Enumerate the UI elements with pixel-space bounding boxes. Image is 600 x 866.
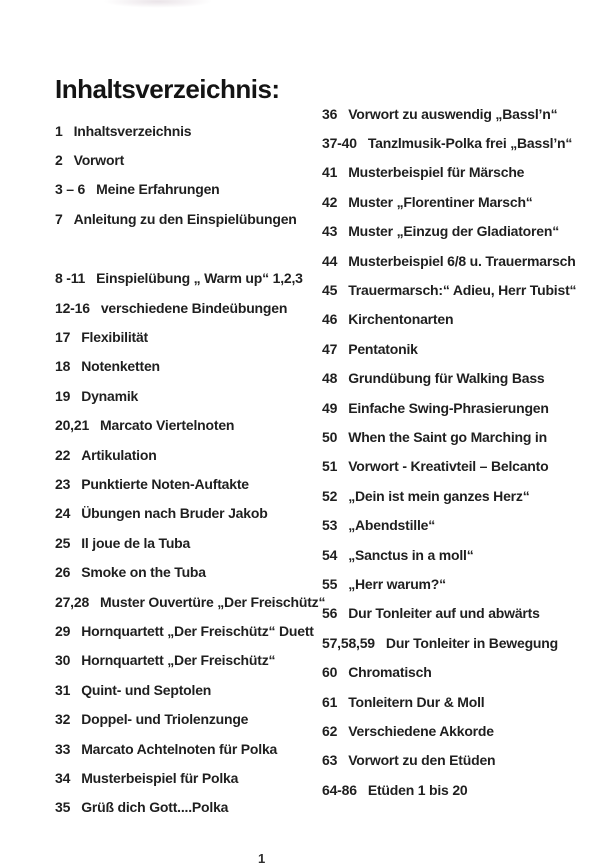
toc-entry-number: 52 [322,487,338,504]
toc-entry-label: Muster „Florentiner Marsch“ [348,193,533,210]
toc-entry [55,411,315,440]
toc-entry-label: Vorwort [73,152,125,169]
toc-entry-number: 41 [322,164,338,181]
toc-entry-number: 64-86 [322,781,357,798]
toc-entry [322,452,587,481]
toc-entry [322,217,587,246]
toc-entry-number: 24 [55,505,71,522]
toc-entry [322,775,587,804]
toc-entry-label: Einfache Swing-Phrasierungen [348,399,549,416]
toc-entry-label: Tonleitern Dur & Moll [348,693,485,710]
toc-entry-number: 26 [55,564,71,581]
toc-entry-label: Musterbeispiel für Polka [81,769,239,786]
toc-entry-label: Notenketten [81,358,160,375]
toc-entry-number: 49 [322,399,338,416]
toc-entry-number: 35 [55,799,71,816]
toc-entry-label: Einspielübung „ Warm up“ 1,2,3 [96,270,303,287]
toc-entry [322,305,587,334]
toc-entry-label: „Abendstille“ [348,517,436,534]
toc-entry-number: 37-40 [322,135,357,152]
toc-entry-number: 61 [322,693,338,710]
toc-entry-label: Il joue de la Tuba [81,534,191,551]
toc-entry-label: Grundübung für Walking Bass [348,370,545,387]
toc-entry-number: 32 [55,711,71,728]
toc-entry-label: Smoke on the Tuba [81,564,206,581]
toc-entry-label: Marcato Achtelnoten für Polka [81,740,278,757]
toc-entry-label: Hornquartett „Der Freischütz“ [81,652,276,669]
toc-entry-number: 48 [322,370,338,387]
toc-entry-number: 51 [322,458,338,475]
toc-entry [322,364,587,393]
toc-entry [55,734,315,763]
toc-entry-label: Doppel- und Triolenzunge [81,711,249,728]
toc-right-column [322,99,587,804]
toc-entry-label: Etüden 1 bis 20 [367,781,468,798]
toc-entry-label: Musterbeispiel 6/8 u. Trauermarsch [348,252,576,269]
toc-entry-number: 7 [55,210,63,227]
toc-entry-label: Marcato Viertelnoten [100,417,235,434]
toc-entry [55,704,315,733]
toc-entry-label: Grüß dich Gott....Polka [81,799,229,816]
toc-entry-number: 56 [322,605,338,622]
toc-entry-number: 19 [55,387,71,404]
toc-entry-number: 27,28 [55,593,90,610]
toc-left-column [55,74,326,822]
toc-entry-label: Musterbeispiel für Märsche [348,164,525,181]
toc-entry-label: Quint- und Septolen [81,681,212,698]
toc-entry [322,99,587,128]
toc-entry-number: 43 [322,223,338,240]
toc-entry-label: When the Saint go Marching in [348,428,547,445]
toc-entry [322,510,587,539]
toc-entry-number: 17 [55,329,71,346]
toc-entry-number: 50 [322,428,338,445]
toc-entry-label: Trauermarsch:“ Adieu, Herr Tubist“ [348,282,577,299]
toc-entry [322,628,587,657]
toc-entry [55,793,315,822]
toc-entry-number: 12-16 [55,299,90,316]
toc-entry-label: Vorwort zu auswendig „Bassl’n“ [348,105,558,122]
toc-entry-number: 3 – 6 [55,181,86,198]
toc-entry [322,599,587,628]
toc-entry [55,440,315,469]
toc-entry-label: Übungen nach Bruder Jakob [81,505,268,522]
page-number: 1 [258,851,266,866]
toc-entry-label: Inhaltsverzeichnis [73,122,192,139]
toc-entry-number: 2 [55,152,63,169]
toc-entry [55,469,315,498]
toc-entry-number: 30 [55,652,71,669]
toc-entry-label: Vorwort zu den Etüden [348,752,496,769]
toc-entry-label: Meine Erfahrungen [96,181,220,198]
toc-entry [55,204,315,233]
toc-entry [322,275,587,304]
toc-entry [55,381,315,410]
toc-entry [55,322,315,351]
toc-entry-number: 63 [322,752,338,769]
toc-entry-label: Anleitung zu den Einspielübungen [73,210,297,227]
toc-left-entries [55,116,326,822]
toc-entry-number: 46 [322,311,338,328]
toc-entry-number: 60 [322,664,338,681]
toc-entry [55,763,315,792]
toc-entry-label: Kirchentonarten [348,311,454,328]
toc-entry-number: 31 [55,681,71,698]
toc-entry-number: 42 [322,193,338,210]
toc-entry [55,293,315,322]
toc-entry-label: Chromatisch [348,664,432,681]
toc-entry [322,481,587,510]
toc-entry [55,145,315,174]
toc-entry-label: Flexibilität [81,329,149,346]
toc-entry [55,646,315,675]
toc-right-entries [322,99,587,804]
toc-entry-label: Dynamik [81,387,139,404]
toc-entry-label: Hornquartett „Der Freischütz“ Duett [81,622,314,639]
toc-entry [55,675,315,704]
toc-entry-number: 47 [322,340,338,357]
toc-entry-number: 20,21 [55,417,90,434]
toc-entry [55,116,315,145]
toc-entry [322,187,587,216]
toc-entry-label: Dur Tonleiter auf und abwärts [348,605,540,622]
toc-entry [55,557,315,586]
toc-entry-label: Muster Ouvertüre „Der Freischütz“ [100,593,326,610]
toc-entry-label: „Sanctus in a moll“ [348,546,474,563]
toc-entry [322,716,587,745]
toc-entry [322,334,587,363]
toc-entry-label: Tanzlmusik-Polka frei „Bassl’n“ [367,135,573,152]
toc-entry-label: Artikulation [81,446,157,463]
toc-entry-number: 23 [55,475,71,492]
toc-entry-number: 22 [55,446,71,463]
toc-entry-number: 53 [322,517,338,534]
toc-entry-number: 8 -11 [55,270,86,287]
toc-entry-number: 36 [322,105,338,122]
toc-entry-label: Dur Tonleiter in Bewegung [385,634,558,651]
toc-entry-number: 45 [322,282,338,299]
toc-entry-number: 57,58,59 [322,634,375,651]
toc-entry-label: Vorwort - Kreativteil – Belcanto [348,458,549,475]
toc-entry [322,687,587,716]
toc-entry-label: Pentatonik [348,340,418,357]
toc-entry [55,616,315,645]
toc-entry-number: 34 [55,769,71,786]
toc-entry-label: Verschiedene Akkorde [348,722,494,739]
toc-entry [322,393,587,422]
toc-entry-number: 44 [322,252,338,269]
toc-entry [322,128,587,157]
toc-entry-label: Muster „Einzug der Gladiatoren“ [348,223,560,240]
toc-entry [322,746,587,775]
toc-entry [322,657,587,686]
toc-entry [322,422,587,451]
page-title: Inhaltsverzeichnis: [55,74,280,104]
toc-entry-number: 33 [55,740,71,757]
toc-entry-number: 62 [322,722,338,739]
toc-entry-number: 55 [322,575,338,592]
toc-entry [55,499,315,528]
toc-entry [55,587,326,616]
toc-entry [55,352,315,381]
toc-entry-number: 54 [322,546,338,563]
toc-entry [55,175,315,204]
toc-entry-number: 29 [55,622,71,639]
toc-entry-label: „Dein ist mein ganzes Herz“ [348,487,530,504]
toc-entry-number: 1 [55,122,63,139]
toc-entry-number: 18 [55,358,71,375]
toc-entry [322,540,587,569]
toc-entry [55,528,315,557]
scan-smudge-artifact [103,0,213,8]
toc-entry [55,264,315,293]
toc-entry-label: Punktierte Noten-Auftakte [81,475,249,492]
toc-entry [322,158,587,187]
toc-entry [322,569,587,598]
toc-entry-label: „Herr warum?“ [348,575,446,592]
toc-entry-number: 25 [55,534,71,551]
toc-entry [322,246,587,275]
toc-entry-label: verschiedene Bindeübungen [100,299,288,316]
